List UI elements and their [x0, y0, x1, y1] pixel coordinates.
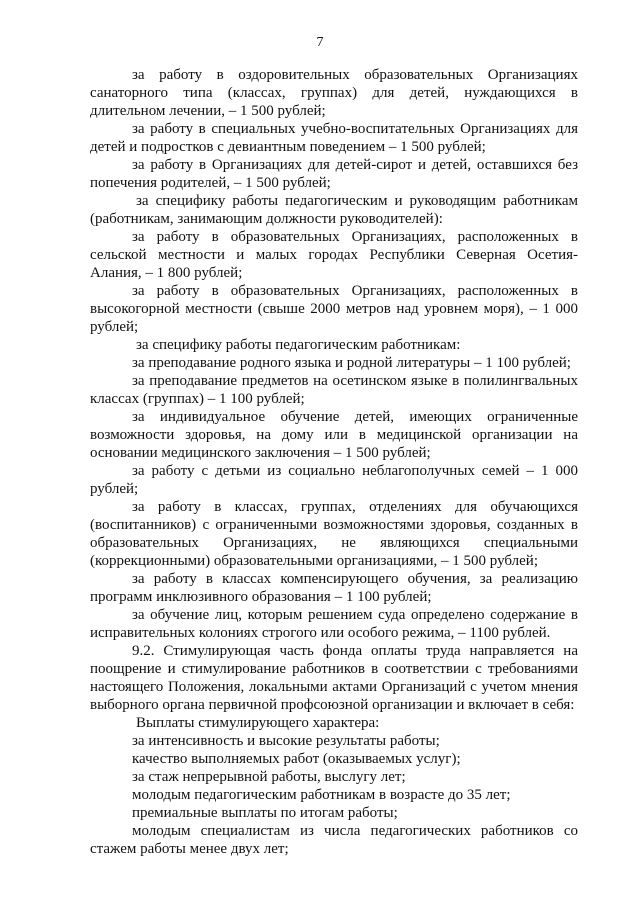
- text-line: за работу с детьми из социально неблагополучных семей – 1 000: [132, 463, 578, 479]
- text-line: попечения родителей, – 1 500 рублей;: [90, 175, 331, 191]
- text-line: классах (группах) – 1 100 рублей;: [90, 391, 305, 407]
- text-line: Выплаты стимулирующего характера:: [136, 715, 380, 731]
- text-line: настоящего Положения, локальными актами Организаций с учетом мнения: [90, 679, 578, 695]
- text-line: за работу в образовательных Организациях, расположенных в: [132, 229, 578, 245]
- text-line: за специфику работы педагогическим работникам:: [136, 337, 461, 353]
- text-line: за работу в классах компенсирующего обучения, за реализацию: [132, 571, 578, 587]
- text-line: 9.2. Стимулирующая часть фонда оплаты труда направляется на: [132, 643, 578, 659]
- text-line: (работникам, занимающим должности руководителей):: [90, 211, 443, 227]
- page-number: 7: [316, 35, 324, 50]
- text-line: рублей;: [90, 319, 139, 335]
- text-line: за работу в Организациях для детей-сирот и детей, оставшихся без: [132, 157, 578, 173]
- text-line: молодым специалистам из числа педагогических работников со: [132, 823, 578, 839]
- text-line: за специфику работы педагогическим и руководящим работникам: [136, 193, 578, 209]
- text-line: молодым педагогическим работникам в возрасте до 35 лет;: [132, 787, 511, 803]
- text-line: детей и подростков с девиантным поведением – 1 500 рублей;: [90, 139, 486, 155]
- text-line: поощрение и стимулирование работников в соответствии с требованиями: [90, 661, 578, 677]
- text-line: за индивидуальное обучение детей, имеющих ограниченные: [132, 409, 578, 425]
- text-line: возможности здоровья, на дому или в медицинской организации на: [90, 427, 578, 443]
- text-line: за работу в оздоровительных образовательных Организациях: [132, 67, 578, 83]
- text-line: стажем работы менее двух лет;: [90, 841, 289, 857]
- text-line: санаторного типа (классах, группах) для детей, нуждающихся в: [90, 85, 578, 101]
- text-line: качество выполняемых работ (оказываемых услуг);: [132, 751, 461, 767]
- text-line: за преподавание родного языка и родной литературы – 1 100 рублей;: [132, 355, 571, 371]
- text-line: исправительных колониях строгого или особого режима, – 1100 рублей.: [90, 625, 551, 641]
- text-line: (воспитанников) с ограниченными возможностями здоровья, созданных в: [90, 517, 578, 533]
- text-line: за интенсивность и высокие результаты работы;: [132, 733, 440, 749]
- text-line: за преподавание предметов на осетинском языке в полилингвальных: [132, 373, 578, 389]
- text-line: образовательных Организациях, не являющихся специальными: [90, 535, 578, 551]
- text-line: основании медицинского заключения – 1 500 рублей;: [90, 445, 431, 461]
- text-line: высокогорной местности (свыше 2000 метров над уровнем моря), – 1 000: [90, 301, 578, 317]
- text-line: длительном лечении, – 1 500 рублей;: [90, 103, 326, 119]
- text-line: (коррекционными) образовательными организациями, – 1 500 рублей;: [90, 553, 538, 569]
- text-line: выборного органа первичной профсоюзной организации и включает в себя:: [90, 697, 575, 713]
- text-line: сельской местности и малых городах Республики Северная Осетия-: [90, 247, 578, 263]
- text-line: программ инклюзивного образования – 1 100 рублей;: [90, 589, 432, 605]
- text-line: Алания, – 1 800 рублей;: [90, 265, 243, 281]
- text-line: за работу в классах, группах, отделениях для обучающихся: [132, 499, 578, 515]
- text-line: за работу в образовательных Организациях, расположенных в: [132, 283, 578, 299]
- text-line: рублей;: [90, 481, 139, 497]
- text-line: за стаж непрерывной работы, выслугу лет;: [132, 769, 406, 785]
- text-line: за обучение лиц, которым решением суда определено содержание в: [132, 607, 578, 623]
- text-line: премиальные выплаты по итогам работы;: [132, 805, 398, 821]
- text-line: за работу в специальных учебно-воспитательных Организациях для: [132, 121, 578, 137]
